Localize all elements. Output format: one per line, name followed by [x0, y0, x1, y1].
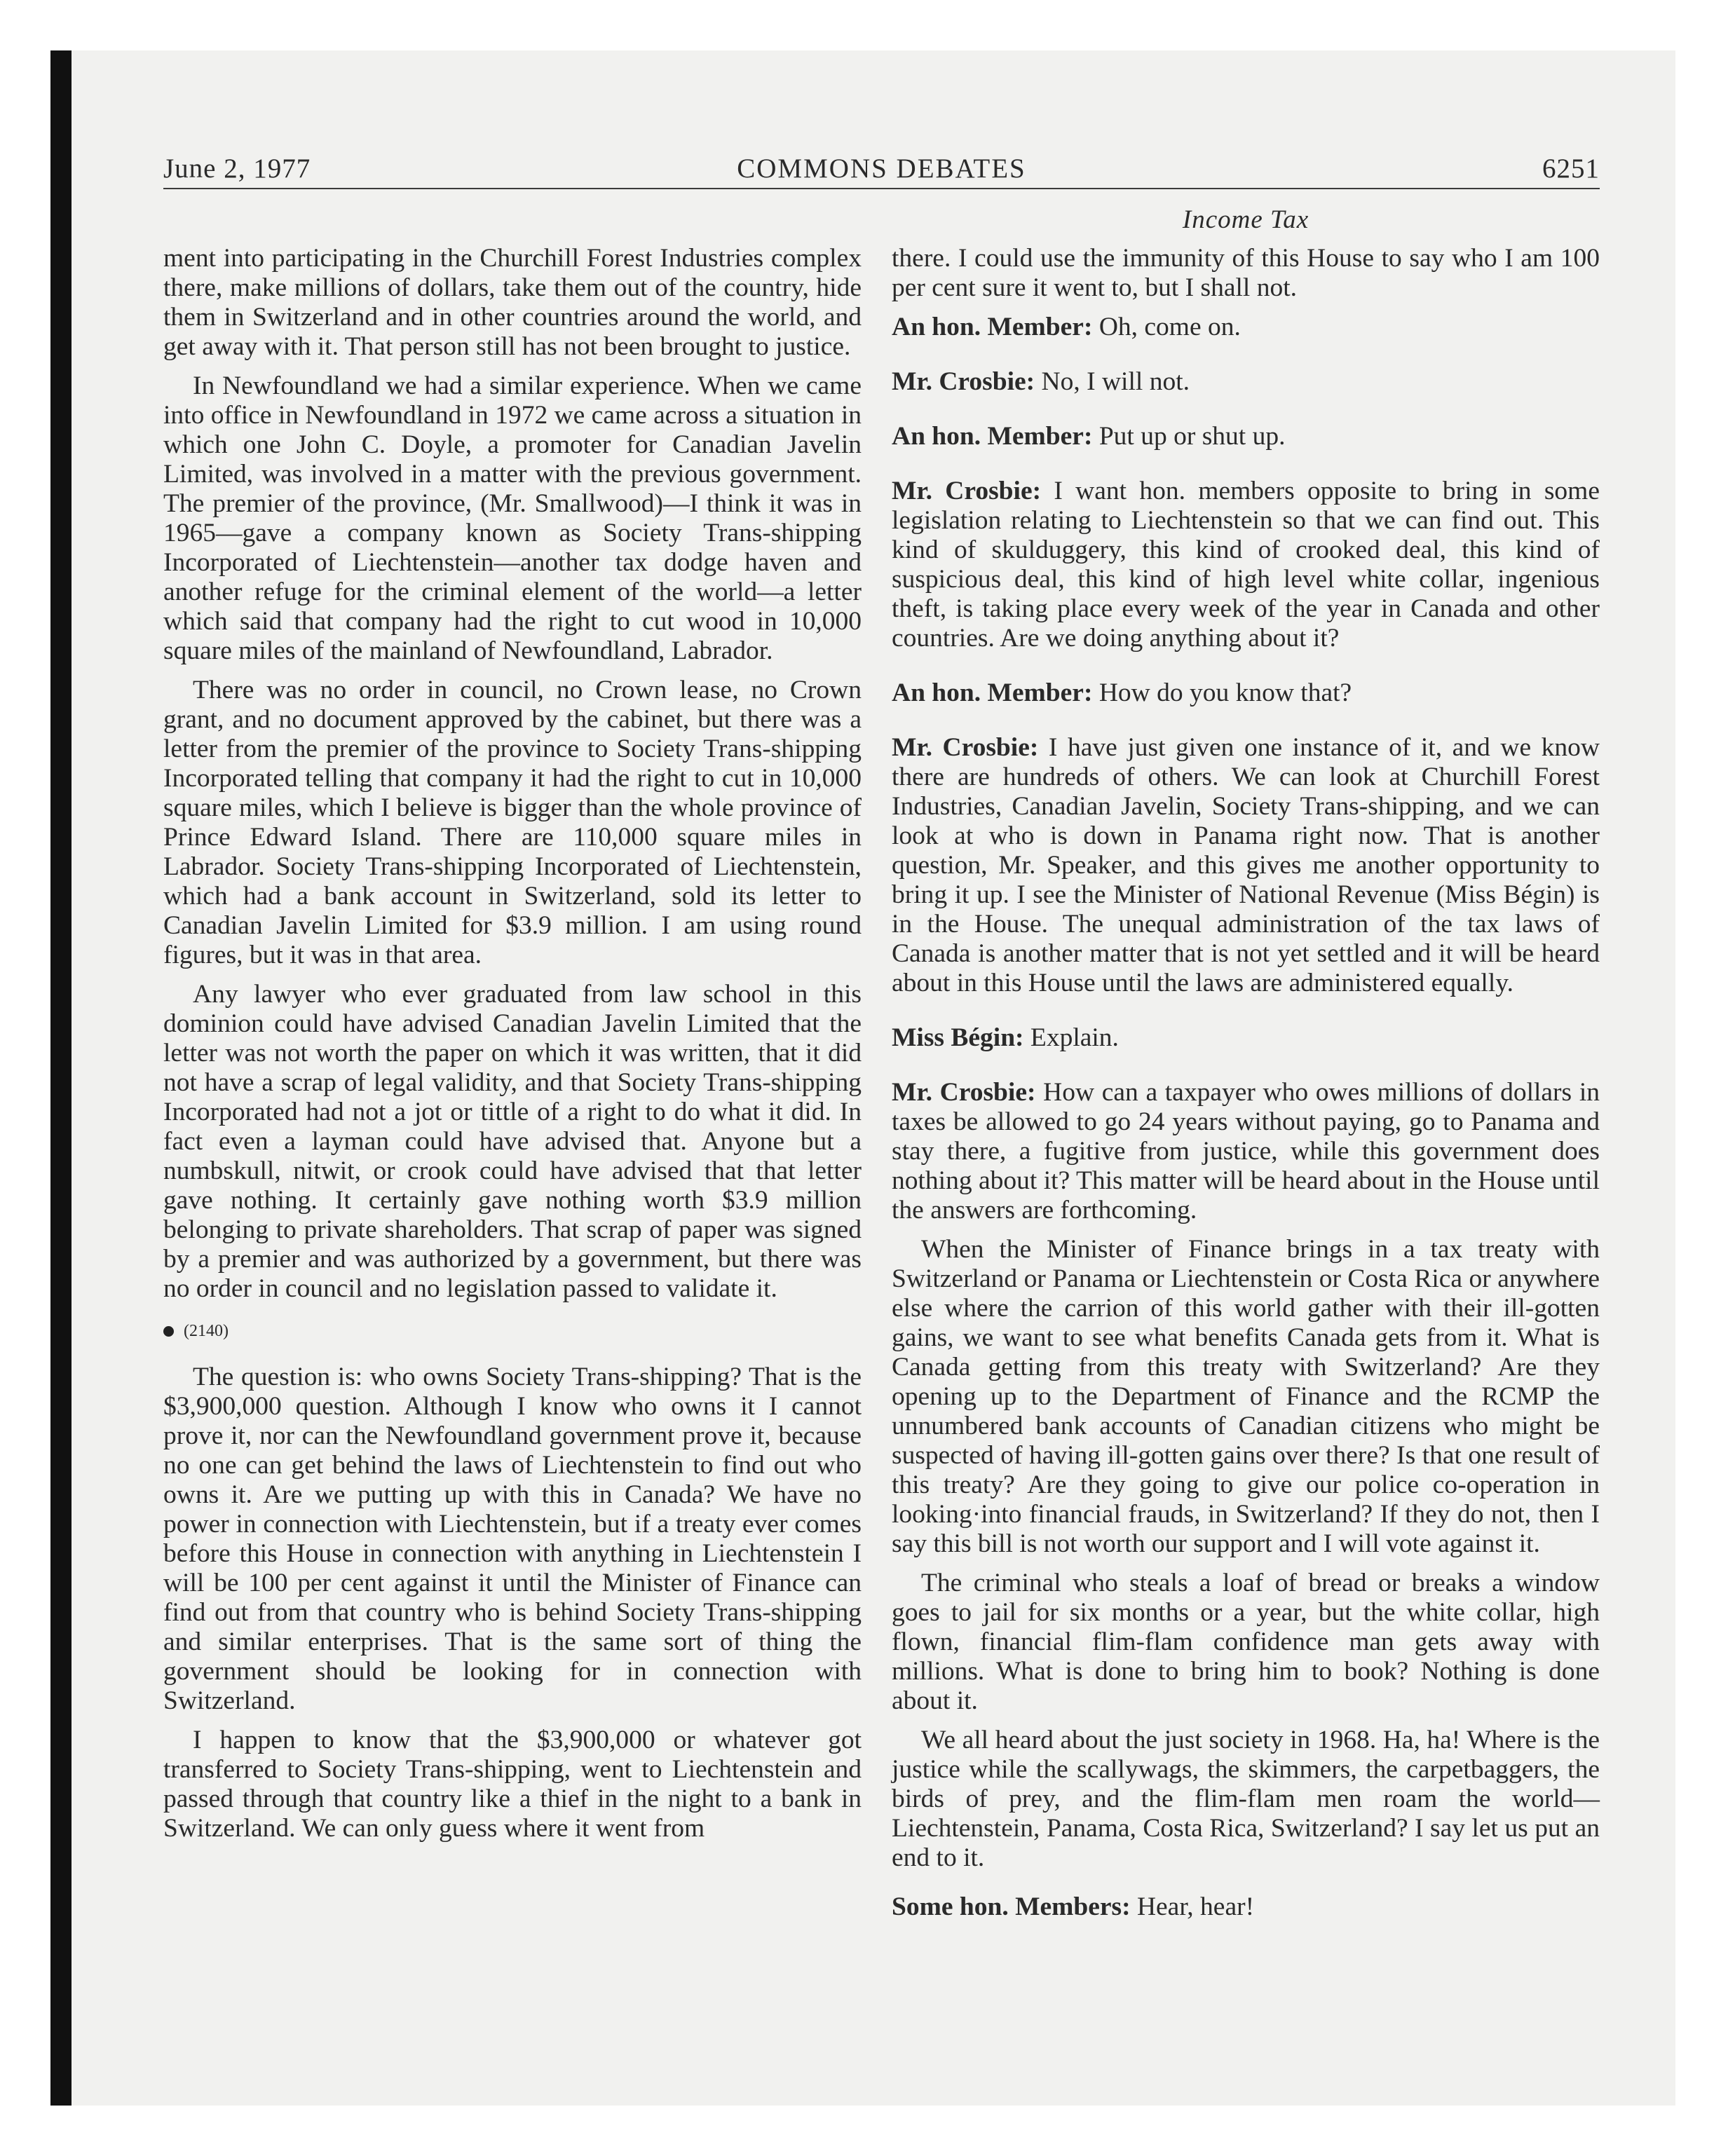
paragraph: ment into participating in the Churchill Forest Industries complex there, make millions of dollars, take them out of the country, hide them in Switzerland and in other countries around the world, and get away with it. That person still has not been brought to justice.: [163, 244, 862, 361]
speech-text: Hear, hear!: [1130, 1892, 1255, 1921]
speech-item: [892, 422, 1600, 451]
speech-text: How can a taxpayer who owes millions of dollars in taxes be allowed to go 24 years without paying, go to Panama and stay there, a fugitive from justice, while this government does nothing about it? This matter will be heard about in the House until the answers are forthcoming.: [892, 1078, 1600, 1224]
speech-item: [892, 1078, 1600, 1225]
paragraph: There was no order in council, no Crown lease, no Crown grant, and no document approved by the cabinet, but there was a letter from the premier of the province to Society Trans-shipping Incorporated telling that company it had the right to cut in 10,000 square miles, which I believe is bigger than the whole province of Prince Edward Island. There are 110,000 square miles in Labrador. Society Trans-shipping Incorporated of Liechtenstein, which had a bank account in Switzerland, sold its letter to Canadian Javelin Limited for $3.9 million. I am using round figures, but it was in that area.: [163, 676, 862, 969]
speech-item: [892, 1892, 1600, 1922]
speech-text: I want hon. members opposite to bring in some legislation relating to Liechtenstein so that we can find out. This kind of skulduggery, this kind of crooked deal, this kind of suspicious deal, this kind of high level white collar, ingenious theft, is taking place every week of the year in Canada and other countries. Are we doing anything about it?: [892, 477, 1600, 653]
speaker-name: Mr. Crosbie:: [892, 477, 1042, 505]
left-column: [163, 244, 862, 1853]
speech-text: No, I will not.: [1035, 367, 1190, 396]
speech-item: [892, 313, 1600, 342]
time-marker: [163, 1321, 862, 1342]
paragraph: Any lawyer who ever graduated from law school in this dominion could have advised Canadian Javelin Limited that the letter was not worth the paper on which it was written, that it did not have a scrap of legal validity, and that Society Trans-shipping Incorporated had not a jot or tittle of a right to do what it did. In fact even a layman could have advised that. Anyone but a numbskull, nitwit, or crook could have advised that that letter gave nothing. It certainly gave nothing worth $3.9 million belonging to private shareholders. That scrap of paper was signed by a premier and was authorized by a government, but there was no order in council and no legislation passed to validate it.: [163, 980, 862, 1303]
speech-text: Put up or shut up.: [1092, 422, 1286, 451]
speech-text: Explain.: [1023, 1023, 1119, 1052]
right-column: [892, 244, 1600, 1947]
paragraph: In Newfoundland we had a similar experience. When we came into office in Newfoundland in 1972 we came across a situation in which one John C. Doyle, a promoter for Canadian Javelin Limited, was involved in a matter with the previous government. The premier of the province, (Mr. Smallwood)—I think it was in 1965—gave a company known as Society Trans-shipping Incorporated of Liechtenstein—another tax dodge haven and another refuge for the criminal element of the world—a letter which said that company had the right to cut wood in 10,000 square miles of the mainland of Newfoundland, Labrador.: [163, 371, 862, 665]
speech-item: [892, 477, 1600, 653]
speaker-name: Mr. Crosbie:: [892, 733, 1039, 762]
speaker-name: Mr. Crosbie:: [892, 367, 1035, 396]
section-title: Income Tax: [1182, 205, 1309, 234]
time-marker-label: (2140): [184, 1322, 229, 1340]
speaker-name: Some hon. Members:: [892, 1892, 1131, 1921]
paragraph: The criminal who steals a loaf of bread or breaks a window goes to jail for six months or a year, but the white collar, high flown, financial flim-flam confidence man gets away with millions. What is done to bring him to book? Nothing is done about it.: [892, 1569, 1600, 1715]
speech-item: [892, 678, 1600, 708]
page-header: [163, 153, 1600, 188]
speech-text: How do you know that?: [1092, 678, 1352, 707]
paragraph: We all heard about the just society in 1968. Ha, ha! Where is the justice while the scallywags, the skimmers, the carpetbaggers, the birds of prey, and the flim-flam men roam the world—Liechtenstein, Panama, Costa Rica, Switzerland? I say let us put an end to it.: [892, 1726, 1600, 1872]
scan-binding-edge: [50, 50, 72, 2106]
header-rule: [163, 188, 1600, 189]
speaker-name: Miss Bégin:: [892, 1023, 1024, 1052]
speaker-name: Mr. Crosbie:: [892, 1078, 1036, 1107]
speech-item: [892, 367, 1600, 397]
speech-text: Oh, come on.: [1092, 313, 1241, 341]
speech-text: I have just given one instance of it, and we know there are hundreds of others. We can look at Churchill Forest Industries, Canadian Javelin, Society Trans-shipping, and we can look at who is down in Panama right now. That is another question, Mr. Speaker, and this gives me another opportunity to bring it up. I see the Minister of National Revenue (Miss Bégin) is in the House. The unequal administration of the tax laws of Canada is another matter that is not yet settled and it will be heard about in this House until the laws are administered equally.: [892, 733, 1600, 997]
speaker-name: An hon. Member:: [892, 678, 1093, 707]
speaker-name: An hon. Member:: [892, 422, 1093, 451]
speech-item: [892, 733, 1600, 998]
bullet-icon: [163, 1326, 174, 1337]
speech-item: [892, 1023, 1600, 1053]
paragraph: When the Minister of Finance brings in a tax treaty with Switzerland or Panama or Liechtenstein or Costa Rica or anywhere else where the carrion of this world gather with their ill-gotten gains, we want to see what benefits Canada gets from it. What is Canada getting from this treaty with Switzerland? Are they opening up to the Department of Finance and the RCMP the unnumbered bank accounts of Canadian citizens who might be suspected of having ill-gotten gains over there? Is that one result of this treaty? Are they going to give our police co-operation in looking·into financial frauds, in Switzerland? If they do not, then I say this bill is not worth our support and I will vote against it.: [892, 1235, 1600, 1558]
header-date: June 2, 1977: [163, 153, 311, 184]
paragraph: The question is: who owns Society Trans-shipping? That is the $3,900,000 question. Although I know who owns it I cannot prove it, nor can the Newfoundland government prove it, because no one can get behind the laws of Liechtenstein to find out who owns it. Are we putting up with this in Canada? We have no power in connection with Liechtenstein, but if a treaty ever comes before this House in connection with anything in Liechtenstein I will be 100 per cent against it until the Minister of Finance can find out from that country who is behind Society Trans-shipping and similar enterprises. That is the same sort of thing the government should be looking for in connection with Switzerland.: [163, 1363, 862, 1715]
speaker-name: An hon. Member:: [892, 313, 1093, 341]
paragraph: I happen to know that the $3,900,000 or whatever got transferred to Society Trans-shipping, went to Liechtenstein and passed through that country like a thief in the night to a bank in Switzerland. We can only guess where it went from: [163, 1726, 862, 1843]
header-page-number: 6251: [1542, 153, 1600, 184]
header-publication: COMMONS DEBATES: [737, 153, 1026, 184]
paragraph: there. I could use the immunity of this House to say who I am 100 per cent sure it went to, but I shall not.: [892, 244, 1600, 302]
